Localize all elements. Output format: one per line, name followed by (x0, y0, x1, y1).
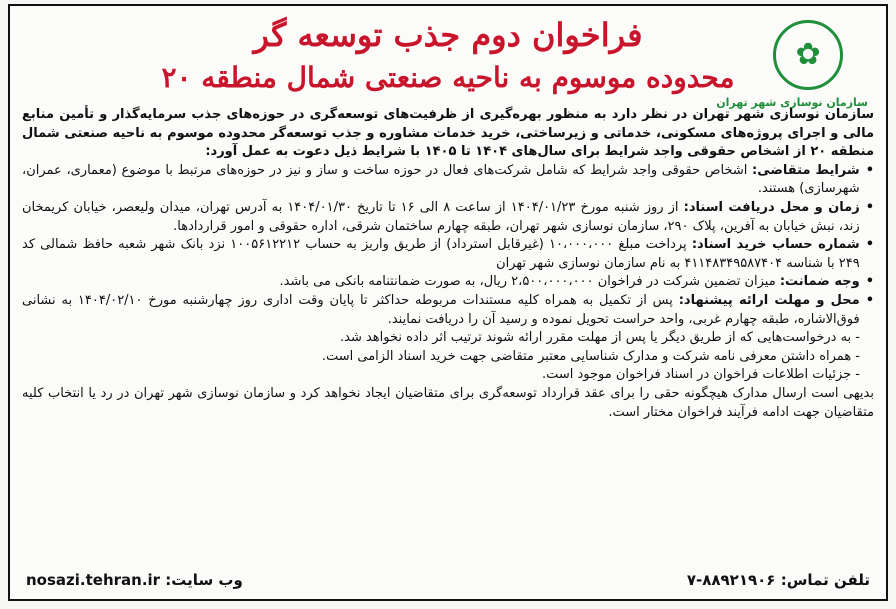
item-label: شماره حساب خرید اسناد: (691, 237, 860, 253)
title-line-2: محدوده موسوم به ناحیه صنعتی شمال منطقه ۲۰ (161, 61, 735, 94)
item-label: وجه ضمانت: (779, 274, 860, 290)
organization-emblem-icon: ✿ (773, 20, 843, 90)
item-text: پس از تکمیل به همراه کلیه مستندات مربوطه حداکثر تا پایان وقت اداری روز چهارشنبه مورخ ۱۴۰۴/۰۲/۱۰ به نشانی فوق‌الاشاره، طبقه چهارم غربی، واحد حراست تحویل نموده و رسید آن را دریافت نمایند. (22, 292, 860, 327)
closing-paragraph: بدیهی است ارسال مدارک هیچگونه حقی را برای عقد قرارداد توسعه‌گری برای متقاضیان ایجاد نخواهد کرد و سازمان نوسازی شهر تهران در رد یا انتخاب کلیه متقاضیان جهت ادامه فرآیند فراخوان مختار است. (22, 385, 874, 420)
item-text: اشخاص حقوقی واجد شرایط که شامل شرکت‌های فعال در حوزه ساخت و ساز و نیز در حوزه‌های مرتبط با موضوع (معماری، عمران، شهرسازی) هستند. (22, 162, 860, 197)
item-text: پرداخت مبلغ ۱۰،۰۰۰،۰۰۰ (غیرقابل استرداد) از طریق واریز به حساب ۱۰۰۵۶۱۲۲۱۲ نزد بانک شهر شعبه حافظ شمالی کد ۲۴۹ با شناسه ۴۱۱۴۸۳۴۹۵۸۷۴۰۴ به نام سازمان نوسازی شهر تهران (22, 237, 860, 271)
title-line-1: فراخوان دوم جذب توسعه گر (253, 16, 643, 54)
item-text: میزان تضمین شرکت در فراخوان ۲،۵۰۰،۰۰۰،۰۰۰ ریال، به صورت ضمانتنامه بانکی می باشد. (279, 274, 776, 290)
note-2: - همراه داشتن معرفی نامه شرکت و مدارک شناسایی معتبر متقاضی جهت خرید اسناد الزامی است. (321, 348, 860, 364)
note-1: - به درخواست‌هایی که از طریق دیگر یا پس از مهلت مقرر ارائه شوند ترتیب اثر داده نخواهد شد. (340, 330, 860, 346)
intro-paragraph: سازمان نوسازی شهر تهران در نظر دارد به منظور بهره‌گیری از ظرفیت‌های توسعه‌گری در حوزه‌های جذب سرمایه‌گذار و تأمین منابع مالی و اجرای پروژه‌های مسکونی، خدماتی و زیرساختی، خرید خدمات مشاوره و جذب توسعه‌گر محدوده موسوم به ناحیه صنعتی شمال منطقه ۲۰ از اشخاص حقوقی واجد شرایط برای سال‌های ۱۴۰۴ تا ۱۴۰۵ با شرایط ذیل دعوت به عمل آورد: (22, 107, 874, 160)
item-document-receipt: • زمان و محل دریافت اسناد: از روز شنبه مورخ ۱۴۰۴/۰۱/۲۳ از ساعت ۸ الی ۱۶ تا تاریخ ۱۴۰۴/۰۱/۳۰ به آدرس تهران، میدان ولیعصر، خیابان کریمخان زند، نبش خیابان به آفرین، پلاک ۲۹۰، سازمان نوسازی شهر تهران، طبقه چهارم ساختمان شرقی، اداره حقوقی و امور قراردادها. (22, 199, 874, 234)
website-label: وب سایت: (165, 571, 243, 589)
item-account-number: • شماره حساب خرید اسناد: پرداخت مبلغ ۱۰،۰۰۰،۰۰۰ (غیرقابل استرداد) از طریق واریز به حساب ۱۰۰۵۶۱۲۲۱۲ نزد بانک شهر شعبه حافظ شمالی کد ۲۴۹ با شناسه ۴۱۱۴۸۳۴۹۵۸۷۴۰۴ به نام سازمان نوسازی شهر تهران (22, 237, 874, 271)
website (26, 571, 243, 589)
note-3: - جزئیات اطلاعات فراخوان در اسناد فراخوان موجود است. (541, 367, 860, 383)
footer (26, 571, 870, 589)
item-submission-deadline: • محل و مهلت ارائه پیشنهاد: پس از تکمیل به همراه کلیه مستندات مربوطه حداکثر تا پایان وقت اداری روز چهارشنبه مورخ ۱۴۰۴/۰۲/۱۰ به نشانی فوق‌الاشاره، طبقه چهارم غربی، واحد حراست تحویل نموده و رسید آن را دریافت نمایند. (22, 292, 874, 327)
contact-phone (687, 571, 870, 589)
item-label: شرایط متقاضی: (752, 162, 860, 178)
notice-title (160, 12, 736, 98)
logo-text: سازمان نوسازی شهر تهران (716, 96, 868, 109)
notice-page (8, 4, 888, 601)
item-applicant-conditions: • شرایط متقاضی: اشخاص حقوقی واجد شرایط که شامل شرکت‌های فعال در حوزه ساخت و ساز و نیز در حوزه‌های مرتبط با موضوع (معماری، عمران، شهرسازی) هستند. (22, 162, 874, 197)
phone-number: ۸۸۹۲۱۹۰۶-۷ (686, 571, 776, 589)
item-label: زمان و محل دریافت اسناد: (683, 199, 860, 215)
logo (716, 20, 868, 109)
notice-body (22, 106, 874, 422)
phone-label: تلفن تماس: (780, 571, 870, 589)
item-text: از روز شنبه مورخ ۱۴۰۴/۰۱/۲۳ از ساعت ۸ الی ۱۶ تا تاریخ ۱۴۰۴/۰۱/۳۰ به آدرس تهران، میدان ولیعصر، خیابان کریمخان زند، نبش خیابان به آفرین، پلاک ۲۹۰، سازمان نوسازی شهر تهران، طبقه چهارم ساختمان شرقی، اداره حقوقی و امور قراردادها. (22, 199, 860, 234)
website-link[interactable]: nosazi.tehran.ir (26, 571, 161, 589)
item-label: محل و مهلت ارائه پیشنهاد: (678, 292, 860, 308)
item-guarantee: • وجه ضمانت: میزان تضمین شرکت در فراخوان ۲،۵۰۰،۰۰۰،۰۰۰ ریال، به صورت ضمانتنامه بانکی می باشد. (279, 274, 874, 290)
